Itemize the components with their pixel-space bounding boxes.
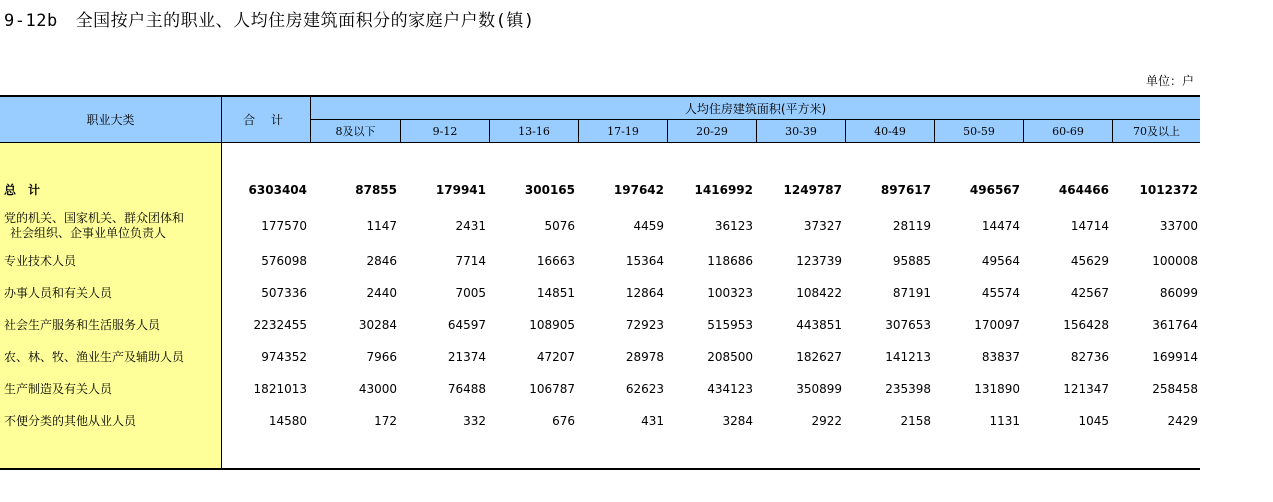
cell-value: 106787: [529, 382, 575, 396]
cell-value: 7966: [366, 350, 397, 364]
row-label-line: 专业技术人员: [4, 253, 77, 268]
row-label-line: 办事人员和有关人员: [4, 285, 113, 300]
table-row: [0, 245, 1200, 277]
cell-value: 172: [374, 414, 397, 428]
header-area-group: 人均住房建筑面积(平方米): [311, 97, 1200, 119]
cell-value: 2431: [455, 219, 486, 233]
cell-value: 179941: [435, 183, 486, 197]
cell-value: 4459: [633, 219, 664, 233]
cell-value: 1416992: [694, 183, 753, 197]
cell-value: 49564: [981, 254, 1020, 268]
cell-value: 197642: [613, 183, 664, 197]
cell-value: 76488: [447, 382, 486, 396]
row-label: [4, 309, 219, 341]
cell-value: 443851: [796, 318, 842, 332]
cell-value: 14851: [536, 286, 575, 300]
row-label: [4, 174, 219, 206]
cell-value: 86099: [1159, 286, 1198, 300]
table-bottom-rule: [0, 468, 1200, 470]
cell-value: 1131: [989, 414, 1020, 428]
header-occupation: 职业大类: [0, 97, 221, 142]
cell-value: 434123: [707, 382, 753, 396]
cell-total: 2232455: [253, 318, 307, 332]
row-label: [4, 277, 219, 309]
cell-value: 208500: [707, 350, 753, 364]
header-area-range: 20-29: [668, 120, 756, 142]
header-area-range: 40-49: [846, 120, 934, 142]
header-area-range: 60-69: [1024, 120, 1112, 142]
header-divider: [1112, 119, 1113, 142]
cell-value: 464466: [1058, 183, 1109, 197]
header-divider: [1023, 119, 1024, 142]
cell-value: 72923: [625, 318, 664, 332]
cell-value: 2846: [366, 254, 397, 268]
cell-value: 1045: [1078, 414, 1109, 428]
cell-total: 974352: [261, 350, 307, 364]
cell-value: 14714: [1070, 219, 1109, 233]
table-code: 9-12b: [4, 11, 58, 31]
cell-value: 897617: [880, 183, 931, 197]
table-row: [0, 405, 1200, 437]
header-area-range: 13-16: [490, 120, 578, 142]
cell-value: 37327: [803, 219, 842, 233]
header-divider: [667, 119, 668, 142]
cell-value: 7714: [455, 254, 486, 268]
cell-value: 47207: [536, 350, 575, 364]
row-label: [4, 245, 219, 277]
cell-value: 5076: [544, 219, 575, 233]
cell-value: 156428: [1063, 318, 1109, 332]
cell-value: 36123: [714, 219, 753, 233]
page-title: [4, 6, 535, 31]
cell-value: 182627: [796, 350, 842, 364]
header-area-range: 8及以下: [311, 120, 400, 142]
cell-value: 21374: [447, 350, 486, 364]
cell-value: 33700: [1159, 219, 1198, 233]
cell-value: 42567: [1070, 286, 1109, 300]
cell-value: 82736: [1070, 350, 1109, 364]
cell-value: 123739: [796, 254, 842, 268]
header-divider: [756, 119, 757, 142]
cell-total: 6303404: [248, 183, 307, 197]
table-row: [0, 277, 1200, 309]
header-total: 合 计: [222, 97, 310, 142]
cell-value: 87191: [892, 286, 931, 300]
cell-value: 169914: [1152, 350, 1198, 364]
cell-value: 30284: [358, 318, 397, 332]
cell-value: 350899: [796, 382, 842, 396]
header-area-range: 17-19: [579, 120, 667, 142]
cell-total: 576098: [261, 254, 307, 268]
unit-label: 单位：户: [1146, 74, 1195, 88]
row-label-line: 党的机关、国家机关、群众团体和: [4, 211, 185, 225]
cell-value: 62623: [625, 382, 664, 396]
row-label-line: 社会组织、企事业单位负责人: [10, 226, 167, 240]
cell-value: 1147: [366, 219, 397, 233]
cell-value: 2440: [366, 286, 397, 300]
cell-value: 141213: [885, 350, 931, 364]
row-label-line: 农、林、牧、渔业生产及辅助人员: [4, 349, 185, 364]
cell-value: 3284: [722, 414, 753, 428]
cell-total: 507336: [261, 286, 307, 300]
header-area-range: 30-39: [757, 120, 845, 142]
cell-value: 2429: [1167, 414, 1198, 428]
table-title-text: 全国按户主的职业、人均住房建筑面积分的家庭户户数(镇): [75, 11, 535, 31]
header-divider: [489, 119, 490, 142]
cell-value: 64597: [447, 318, 486, 332]
header-divider: [934, 119, 935, 142]
cell-value: 118686: [707, 254, 753, 268]
cell-value: 300165: [524, 183, 575, 197]
cell-value: 2922: [811, 414, 842, 428]
header-area-range: 9-12: [401, 120, 489, 142]
row-label-line: 社会生产服务和生活服务人员: [4, 317, 161, 332]
row-label-line: 总 计: [4, 182, 41, 197]
header-divider: [578, 119, 579, 142]
header-area-range: 70及以上: [1113, 120, 1200, 142]
cell-value: 12864: [625, 286, 664, 300]
cell-value: 43000: [358, 382, 397, 396]
cell-total: 177570: [261, 219, 307, 233]
cell-value: 361764: [1152, 318, 1198, 332]
cell-value: 515953: [707, 318, 753, 332]
cell-value: 431: [641, 414, 664, 428]
cell-value: 83837: [981, 350, 1020, 364]
table-row-total: [0, 174, 1200, 206]
cell-value: 87855: [355, 183, 397, 197]
header-bottom-line: [0, 142, 1200, 143]
row-label: [4, 373, 219, 405]
cell-value: 45629: [1070, 254, 1109, 268]
row-label: [4, 341, 219, 373]
cell-value: 307653: [885, 318, 931, 332]
header-divider: [845, 119, 846, 142]
cell-value: 100008: [1152, 254, 1198, 268]
cell-value: 235398: [885, 382, 931, 396]
header-divider: [400, 119, 401, 142]
cell-value: 258458: [1152, 382, 1198, 396]
cell-value: 496567: [969, 183, 1020, 197]
cell-value: 170097: [974, 318, 1020, 332]
table-row: [0, 341, 1200, 373]
row-label: [4, 405, 219, 437]
cell-value: 108905: [529, 318, 575, 332]
cell-value: 1249787: [783, 183, 842, 197]
cell-value: 2158: [900, 414, 931, 428]
cell-value: 108422: [796, 286, 842, 300]
cell-value: 16663: [536, 254, 575, 268]
cell-value: 121347: [1063, 382, 1109, 396]
cell-value: 131890: [974, 382, 1020, 396]
cell-value: 28119: [892, 219, 931, 233]
cell-value: 7005: [455, 286, 486, 300]
cell-value: 676: [552, 414, 575, 428]
cell-value: 1012372: [1139, 183, 1198, 197]
cell-value: 100323: [707, 286, 753, 300]
table-row: [0, 373, 1200, 405]
header-area-range: 50-59: [935, 120, 1023, 142]
cell-value: 14474: [981, 219, 1020, 233]
row-label: [4, 210, 219, 242]
cell-total: 1821013: [253, 382, 307, 396]
table-row: [0, 210, 1200, 242]
row-label-line: 不便分类的其他从业人员: [4, 413, 137, 428]
table-row: [0, 309, 1200, 341]
row-label-line: 生产制造及有关人员: [4, 381, 113, 396]
cell-value: 28978: [625, 350, 664, 364]
cell-value: 15364: [625, 254, 664, 268]
cell-total: 14580: [268, 414, 307, 428]
cell-value: 332: [463, 414, 486, 428]
cell-value: 45574: [981, 286, 1020, 300]
cell-value: 95885: [892, 254, 931, 268]
